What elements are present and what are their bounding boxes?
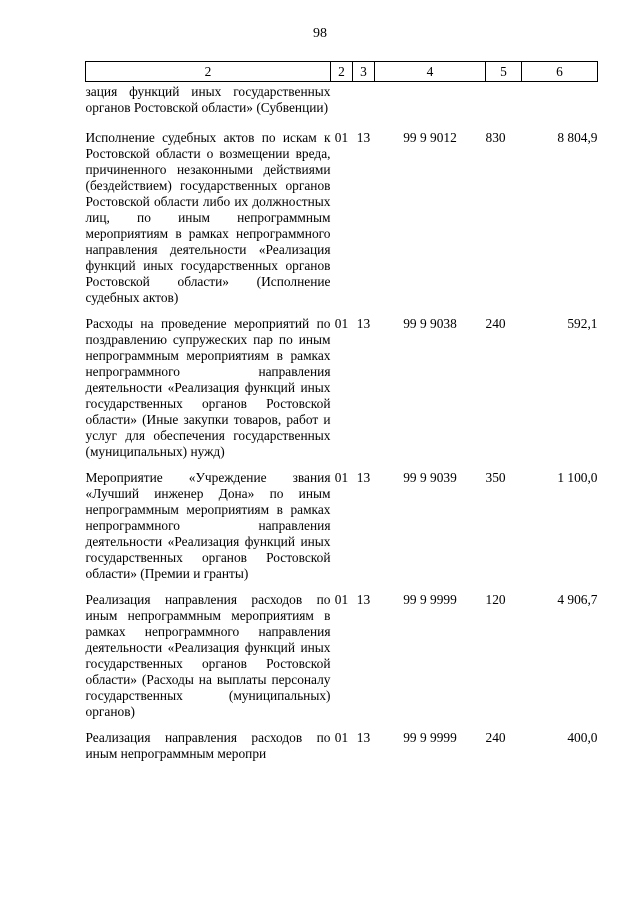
row-amount xyxy=(522,82,598,131)
row-target-article xyxy=(375,82,486,131)
row-expense-type: 830 xyxy=(485,130,506,145)
header-cell: 6 xyxy=(522,62,598,82)
table-row xyxy=(86,730,598,772)
row-section: 01 xyxy=(334,470,349,485)
row-section: 01 xyxy=(334,730,349,745)
row-target-article: 99 9 9999 xyxy=(403,592,457,607)
row-subsection: 13 xyxy=(356,730,371,745)
row-section xyxy=(331,82,353,131)
row-description: Реализация направления расходов по иным непрограммным мероприятиям в рамках непрограммного направления деятельности «Реализация функций иных государственных органов Ростовской области» (Расходы на выплаты персоналу государственных (муниципальных) органов) xyxy=(85,592,331,719)
row-subsection: 13 xyxy=(356,130,371,145)
table-row xyxy=(86,316,598,470)
table-row xyxy=(86,470,598,592)
row-section: 01 xyxy=(334,592,349,607)
budget-table xyxy=(85,61,598,772)
header-cell: 3 xyxy=(353,62,375,82)
row-target-article: 99 9 9999 xyxy=(403,730,457,745)
header-cell: 4 xyxy=(375,62,486,82)
row-section: 01 xyxy=(334,130,349,145)
table-header-row xyxy=(86,62,598,82)
row-amount: 8 804,9 xyxy=(557,130,598,145)
row-subsection: 13 xyxy=(356,592,371,607)
row-amount: 1 100,0 xyxy=(557,470,598,485)
header-cell: 2 xyxy=(86,62,331,82)
row-subsection xyxy=(353,82,375,131)
row-amount: 4 906,7 xyxy=(557,592,598,607)
row-expense-type: 240 xyxy=(485,730,506,745)
row-description: Расходы на проведение мероприятий по поздравлению супружеских пар по иным непрограммным мероприятиям в рамках непрограммного направления деятельности «Реализация функций иных государственных органов Ростовской области» (Иные закупки товаров, работ и услуг для обеспечения государственных (муниципальных) нужд) xyxy=(85,316,331,459)
row-expense-type xyxy=(486,82,522,131)
row-expense-type: 120 xyxy=(485,592,506,607)
header-cell: 5 xyxy=(486,62,522,82)
row-amount: 592,1 xyxy=(567,316,598,331)
page-number: 98 xyxy=(313,26,327,41)
row-description: Исполнение судебных актов по искам к Ростовской области о возмещении вреда, причиненного незаконными действиями (бездействием) государственных органов Ростовской области либо их должностных лиц, по иным непрограммным мероприятиям в рамках непрограммного направления деятельности «Реализация функций иных государственных органов Ростовской области» (Исполнение судебных актов) xyxy=(85,130,331,305)
table-row xyxy=(86,82,598,131)
header-cell: 2 xyxy=(331,62,353,82)
row-target-article: 99 9 9012 xyxy=(403,130,457,145)
row-description: Мероприятие «Учреждение звания «Лучший инженер Дона» по иным непрограммным мероприятиям в рамках непрограммного направления деятельности «Реализация функций иных государственных органов Ростовской области» (Премии и гранты) xyxy=(85,470,331,581)
row-subsection: 13 xyxy=(356,470,371,485)
row-target-article: 99 9 9038 xyxy=(403,316,457,331)
row-subsection: 13 xyxy=(356,316,371,331)
row-section: 01 xyxy=(334,316,349,331)
table-row xyxy=(86,130,598,316)
row-expense-type: 350 xyxy=(485,470,506,485)
row-amount: 400,0 xyxy=(567,730,598,745)
row-description: зация функций иных государственных органов Ростовской области» (Субвенции) xyxy=(85,84,331,115)
row-target-article: 99 9 9039 xyxy=(403,470,457,485)
row-expense-type: 240 xyxy=(485,316,506,331)
table-row xyxy=(86,592,598,730)
row-description: Реализация направления расходов по иным непрограммным меропри xyxy=(85,730,331,761)
